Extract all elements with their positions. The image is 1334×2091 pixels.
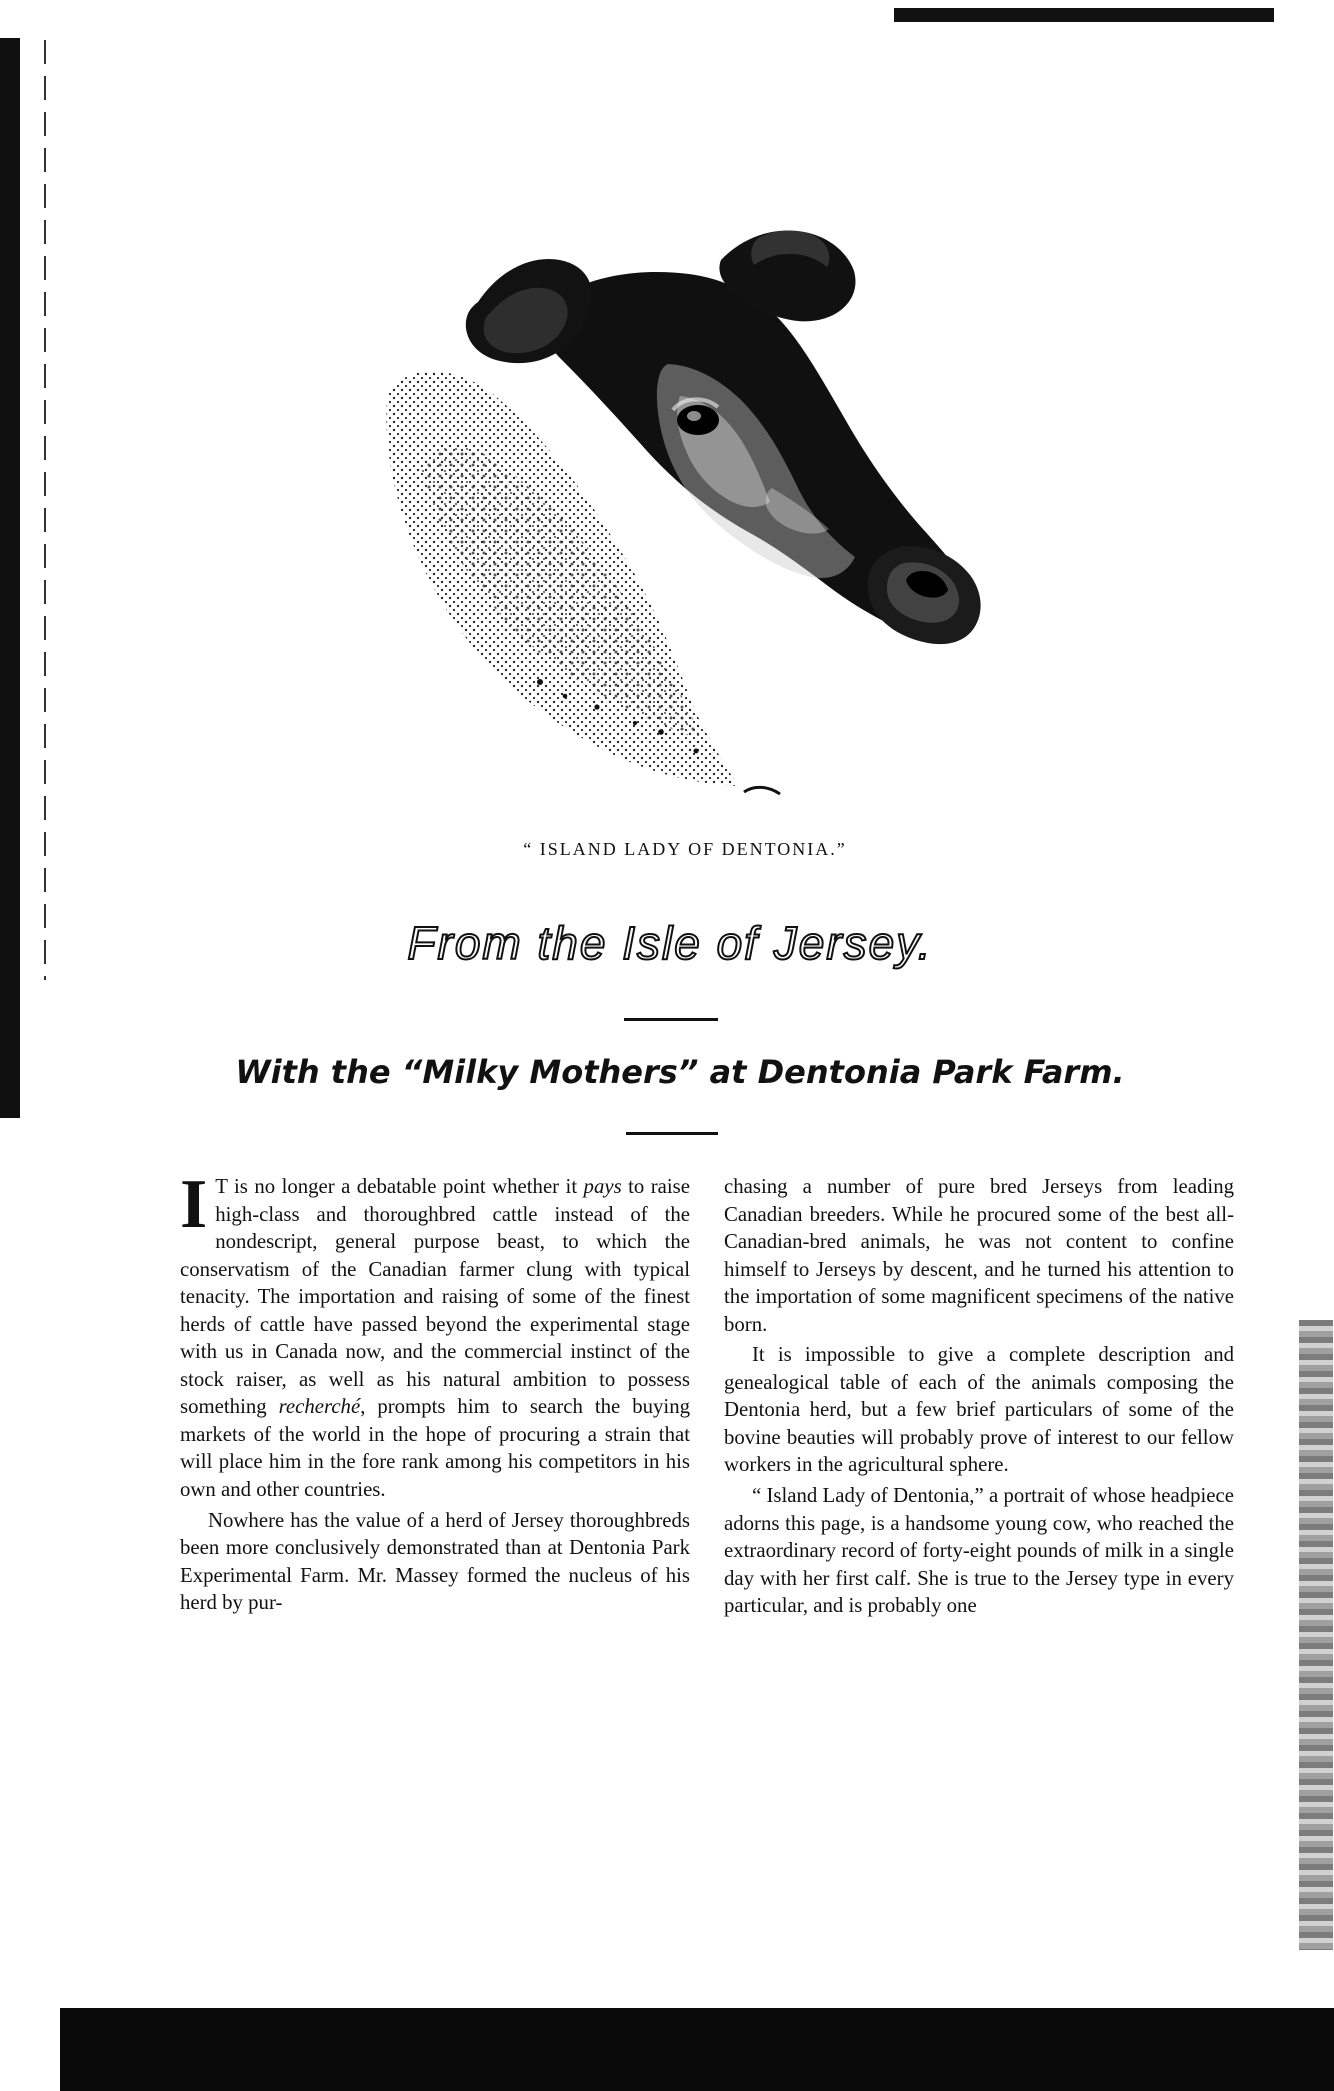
left-paragraph-1-text-a: T is no longer a debatable point whether it bbox=[215, 1175, 584, 1198]
article-subtitle: With the “Milky Mothers” at Dentonia Park Farm. bbox=[235, 1053, 1125, 1091]
left-paragraph-1-recherche: recherché bbox=[278, 1395, 361, 1419]
title-rule bbox=[624, 1018, 718, 1021]
article-left-column bbox=[180, 1166, 690, 1617]
image-caption: “ ISLAND LADY OF DENTONIA.” bbox=[523, 839, 847, 859]
dropcap-letter: I bbox=[180, 1166, 208, 1243]
scan-edge-bottom bbox=[60, 2008, 1334, 2091]
scan-edge-left-thin bbox=[44, 40, 46, 980]
left-paragraph-1-pays: pays bbox=[583, 1175, 622, 1198]
scan-edge-left bbox=[0, 38, 20, 1118]
article-title: From the Isle of Jersey. bbox=[407, 917, 933, 969]
cow-portrait-illustration bbox=[360, 220, 1020, 832]
left-paragraph-2: Nowhere has the value of a herd of Jersey thoroughbreds been more conclusively demonstrated than at Dentonia Park Experimental Farm. Mr. Massey formed the nucleus of his herd by pur- bbox=[180, 1508, 690, 1615]
right-paragraph-2: It is impossible to give a complete description and genealogical table of each of the animals composing the Dentonia herd, but a few brief particulars of some of the bovine beauties will probably prove of interest to our fellow workers in the agricultural sphere. bbox=[724, 1343, 1234, 1477]
left-paragraph-1-text-b: to raise high-class and thoroughbred cattle instead of the nondescript, general purpose beast, to which the conservatism of the Canadian farmer clung with typical tenacity. The importation and raising of some of the finest herds of cattle have passed beyond the experimental stage with us in Canada now, and the commercial instinct of the stock raiser, as well as his natural ambition to possess something bbox=[180, 1175, 690, 1419]
right-paragraph-3: “ Island Lady of Dentonia,” a portrait of whose headpiece adorns this page, is a handsome young cow, who reached the extraordinary record of forty-eight pounds of milk in a single day with her first calf. She is true to the Jersey type in every particular, and is probably one bbox=[724, 1484, 1234, 1618]
left-paragraph-1-text-c: , prompts him to search the buying markets of the world in the hope of procuring a strain that will place him in the fore rank among his competitors in his own and other countries. bbox=[180, 1395, 690, 1502]
right-paragraph-1: chasing a number of pure bred Jerseys from leading Canadian breeders. While he procured some of the best all-Canadian-bred animals, he was not content to confine himself to Jerseys by descent, and he turned his attention to the importation of some magnificent specimens of the native born. bbox=[724, 1175, 1234, 1336]
scan-edge-right-bar bbox=[1299, 1320, 1333, 1950]
scan-edge-top bbox=[894, 8, 1274, 22]
left-paragraph-1 bbox=[180, 1166, 690, 1504]
subtitle-rule bbox=[626, 1132, 718, 1135]
article-right-column bbox=[724, 1173, 1234, 1620]
